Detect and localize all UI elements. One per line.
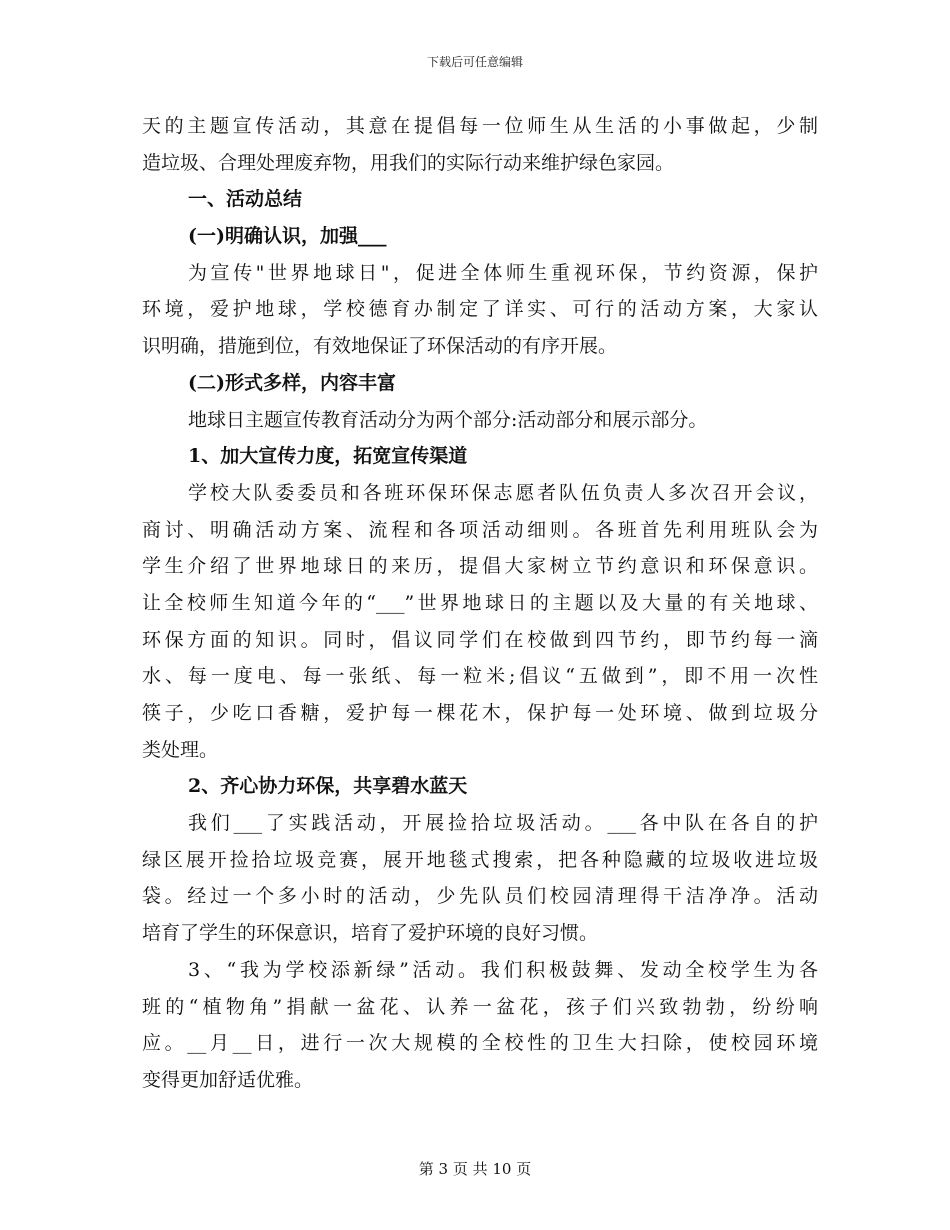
paragraph-line: 天的主题宣传活动，其意在提倡每一位师生从生活的小事做起，少制 bbox=[142, 115, 818, 137]
paragraph-line: 筷子，少吃口香糖，爱护每一棵花木，保护每一处环境、做到垃圾分 bbox=[142, 702, 818, 724]
paragraph-line: 商讨、明确活动方案、流程和各项活动细则。各班首先利用班队会为 bbox=[142, 518, 818, 541]
page-header: 下载后可任意编辑 bbox=[426, 55, 523, 69]
paragraph-line: 培育了学生的环保意识，培育了爱护环境的良好习惯。 bbox=[142, 922, 599, 945]
page-footer: 第 3 页 共 10 页 bbox=[418, 1160, 532, 1178]
paragraph-line: 应。__月__日，进行一次大规模的全校性的卫生大扫除，使校园环境 bbox=[142, 1032, 818, 1055]
paragraph-line: 绿区展开捡拾垃圾竞赛，展开地毯式搜索，把各种隐藏的垃圾收进垃圾 bbox=[142, 848, 818, 871]
section-heading: (一)明确认识，加强___ bbox=[188, 225, 387, 248]
paragraph-line: 变得更加舒适优雅。 bbox=[142, 1068, 314, 1091]
paragraph-line: 为宣传"世界地球日"，促进全体师生重视环保，节约资源，保护 bbox=[188, 261, 818, 284]
section-heading: 1、加大宣传力度，拓宽宣传渠道 bbox=[188, 445, 468, 468]
paragraph-line: 袋。经过一个多小时的活动，少先队员们校园清理得干洁净净。活动 bbox=[142, 885, 818, 908]
section-heading: 一、活动总结 bbox=[188, 188, 303, 211]
paragraph-line: 水、每一度电、每一张纸、每一粒米;倡议“五做到”，即不用一次性 bbox=[142, 665, 818, 688]
section-heading: (二)形式多样，内容丰富 bbox=[188, 371, 396, 394]
paragraph-line: 环保方面的知识。同时，倡议同学们在校做到四节约，即节约每一滴 bbox=[142, 628, 818, 651]
document-body bbox=[142, 108, 818, 1099]
paragraph-line: 造垃圾、合理处理废弃物，用我们的实际行动来维护绿色家园。 bbox=[142, 151, 675, 174]
paragraph-line: 识明确，措施到位，有效地保证了环保活动的有序开展。 bbox=[142, 335, 618, 358]
paragraph-line: 环境，爱护地球，学校德育办制定了详实、可行的活动方案，大家认 bbox=[142, 298, 818, 321]
paragraph-line: 类处理。 bbox=[142, 738, 219, 761]
section-heading: 2、齐心协力环保，共享碧水蓝天 bbox=[188, 775, 468, 798]
paragraph-line: 地球日主题宣传教育活动分为两个部分:活动部分和展示部分。 bbox=[188, 408, 708, 431]
paragraph-line: 我们___了实践活动，开展捡拾垃圾活动。___各中队在各自的护 bbox=[188, 812, 818, 835]
paragraph-line: 学校大队委委员和各班环保环保志愿者队伍负责人多次召开会议， bbox=[188, 481, 818, 504]
paragraph-line: 让全校师生知道今年的“___”世界地球日的主题以及大量的有关地球、 bbox=[142, 591, 818, 614]
paragraph-line: 学生介绍了世界地球日的来历，提倡大家树立节约意识和环保意识。 bbox=[142, 555, 818, 578]
paragraph-line: 班的“植物角”捐献一盆花、认养一盆花，孩子们兴致勃勃，纷纷响 bbox=[142, 995, 818, 1018]
paragraph-line: 3、“我为学校添新绿”活动。我们积极鼓舞、发动全校学生为各 bbox=[188, 958, 818, 981]
